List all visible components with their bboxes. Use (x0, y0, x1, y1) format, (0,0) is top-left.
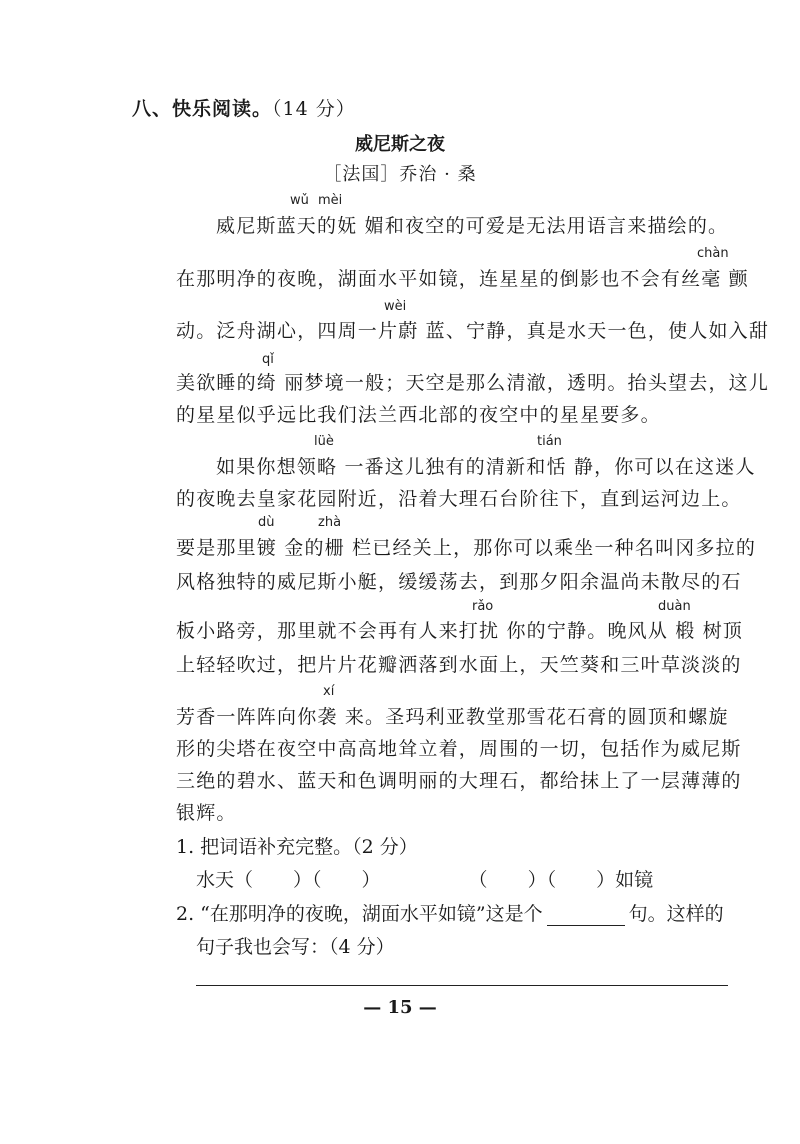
passage-line: 的夜晚去皇家花园附近，沿着大理石台阶往下，直到运河边上。 (176, 488, 742, 510)
section-heading (132, 94, 356, 121)
fill-word-2-start: （ (468, 869, 488, 891)
section-heading-text: 八、快乐阅读。 (132, 98, 273, 120)
pinyin-zha: zhà (318, 515, 342, 530)
question-2-prompt-start: 2. “在那明净的夜晚，湖面水平如镜”这是个 (176, 903, 543, 925)
passage-line: 板小路旁，那里就不会再有人来打扰 你的宁静。晚风从 椴 树顶 (176, 620, 744, 642)
passage-line: 在那明净的夜晚，湖面水平如镜，连星星的倒影也不会有丝毫 颤 (176, 268, 749, 290)
pinyin-wei: wèi (384, 299, 407, 314)
passage-line: 形的尖塔在夜空中高高地耸立着，周围的一切，包括作为威尼斯 (176, 738, 742, 760)
passage-line: 动。泛舟湖心，四周一片蔚 蓝、宁静，真是水天一色，使人如入甜 (176, 320, 770, 342)
pinyin-chan: chàn (697, 246, 729, 261)
fill-word-2-end: ）如镜 (596, 869, 654, 891)
question-2-continuation: 句子我也会写：（4 分） (196, 936, 395, 958)
passage-line: 上轻轻吹过，把片片花瓣洒落到水面上，天竺葵和三叶草淡淡的 (176, 654, 742, 676)
passage-line: 风格独特的威尼斯小艇，缓缓荡去，到那夕阳余温尚未散尽的石 (176, 571, 742, 593)
fill-word-1-end: ） (361, 869, 381, 891)
pinyin-wu: wǔ (290, 193, 309, 208)
pinyin-qi: qǐ (262, 352, 274, 367)
pinyin-xi: xí (323, 684, 335, 699)
pinyin-duan: duàn (658, 599, 691, 614)
pinyin-lue: lüè (314, 434, 334, 449)
fill-word-1-mid: ）（ (293, 869, 322, 891)
question-1-fill-blanks (196, 865, 653, 892)
passage-line: 芳香一阵阵向你袭 来。圣玛利亚教堂那雪花石膏的圆顶和螺旋 (176, 706, 729, 728)
section-score: （14 分） (272, 98, 356, 120)
article-author: ［法国］乔治 · 桑 (323, 164, 477, 185)
pinyin-tian: tián (537, 434, 562, 449)
question-2-prompt (176, 899, 724, 926)
pinyin-rao: rǎo (472, 599, 494, 614)
passage-line: 要是那里镀 金的栅 栏已经关上，那你可以乘坐一种名叫冈多拉的 (176, 537, 757, 559)
article-title: 威尼斯之夜 (355, 134, 445, 155)
fill-word-1-start: 水天（ (196, 869, 254, 891)
passage-line: 的星星似乎远比我们法兰西北部的夜空中的星星要多。 (176, 404, 661, 426)
passage-line: 威尼斯蓝天的妩 媚和夜空的可爱是无法用语言来描绘的。 (216, 215, 729, 237)
passage-line: 如果你想领略 一番这儿独有的清新和恬 静，你可以在这迷人 (216, 456, 756, 478)
passage-line: 银辉。 (176, 802, 237, 824)
fill-word-2-mid: ）（ (527, 869, 557, 891)
sentence-type-blank[interactable] (547, 907, 625, 926)
passage-line: 三绝的碧水、蓝天和色调明丽的大理石，都给抹上了一层薄薄的 (176, 770, 742, 792)
pinyin-du: dù (258, 515, 275, 530)
passage-line: 美欲睡的绮 丽梦境一般；天空是那么清澈，透明。抬头望去，这儿 (176, 372, 770, 394)
footer-rule (196, 985, 728, 986)
question-1-prompt: 1. 把词语补充完整。（2 分） (176, 836, 418, 858)
pinyin-mei: mèi (318, 193, 343, 208)
question-2-prompt-end: 句。这样的 (628, 903, 724, 925)
page-number: — 15 — (363, 997, 437, 1018)
